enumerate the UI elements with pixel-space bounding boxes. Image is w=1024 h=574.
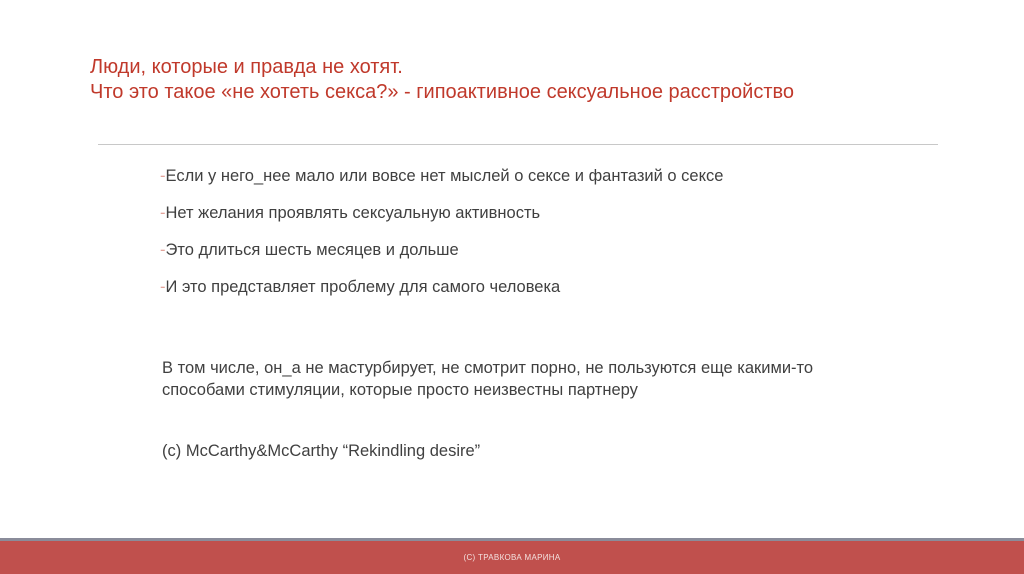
bullet-marker: - xyxy=(160,204,166,222)
bullet-item xyxy=(160,276,860,298)
citation: (c) McCarthy&McCarthy “Rekindling desire” xyxy=(162,442,481,460)
bullet-marker: - xyxy=(160,278,166,296)
bullet-text: Если у него_нее мало или вовсе нет мыслей о сексе и фантазий о сексе xyxy=(165,167,724,185)
bullet-list xyxy=(160,165,860,313)
title-line-1: Люди, которые и правда не хотят. xyxy=(90,56,403,78)
bullet-item xyxy=(160,165,860,187)
bullet-marker: - xyxy=(160,241,166,259)
bullet-marker: - xyxy=(160,167,166,185)
slide-title xyxy=(90,55,950,105)
footer-text: (С) ТРАВКОВА МАРИНА xyxy=(463,553,561,562)
title-line-2: Что это такое «не хотеть секса?» - гипоактивное сексуальное расстройство xyxy=(90,81,795,103)
bullet-item xyxy=(160,239,860,261)
footer-bar xyxy=(0,538,1024,574)
bullet-text: Нет желания проявлять сексуальную активность xyxy=(165,204,541,222)
bullet-text: И это представляет проблему для самого человека xyxy=(165,278,561,296)
title-divider xyxy=(98,144,938,145)
bullet-text: Это длиться шесть месяцев и дольше xyxy=(165,241,459,259)
body-paragraph: В том числе, он_а не мастурбирует, не смотрит порно, не пользуются еще какими-то способами стимуляции, которые просто неизвестны партнеру xyxy=(162,359,814,399)
bullet-item xyxy=(160,202,860,224)
